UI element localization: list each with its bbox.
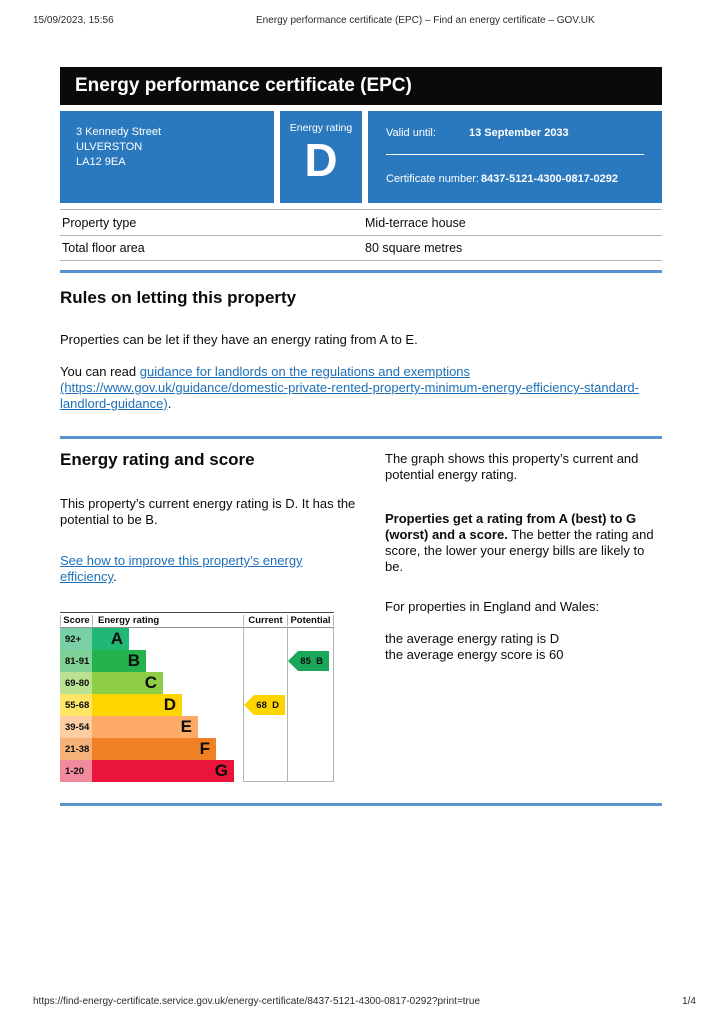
band-f-bar: F: [92, 738, 216, 760]
validity-divider: [386, 154, 644, 155]
average-rating-line: the average energy rating is D: [385, 631, 560, 646]
letting-rules-heading: Rules on letting this property: [60, 288, 297, 307]
epc-rating-graph: [60, 612, 334, 782]
band-row-e: [60, 716, 334, 738]
band-e-bar: E: [92, 716, 198, 738]
band-row-f: [60, 738, 334, 760]
current-cell-g: [243, 760, 287, 782]
certificate-number-row: [386, 173, 644, 185]
band-b-score: 81-91: [60, 650, 92, 672]
band-c-score: 69-80: [60, 672, 92, 694]
band-d-score: 55-68: [60, 694, 92, 716]
band-row-c: [60, 672, 334, 694]
valid-until-label: Valid until:: [386, 127, 436, 139]
potential-rating-value: 85 B: [298, 651, 329, 671]
improve-efficiency-suffix: .: [113, 569, 117, 584]
property-address: [60, 111, 274, 203]
rating-explanation-column: [385, 451, 665, 663]
energy-rating-cell: [280, 111, 362, 203]
footer-url: https://find-energy-certificate.service.gov.uk/energy-certificate/8437-5121-4300-0817-0292?print=true: [33, 996, 481, 1007]
current-cell-b: [243, 650, 287, 672]
property-facts-table: [60, 209, 662, 261]
current-rating-value: 68 D: [254, 695, 285, 715]
band-c-bar: C: [92, 672, 163, 694]
landlord-guidance-link[interactable]: guidance for landlords on the regulations and exemptions (https://www.gov.uk/guidance/domestic-private-rented-property-minimum-energy-efficiency-standard-landlord-guidance): [60, 364, 639, 411]
rating-scale-rest: The better the rating and score, the lower your energy bills are likely to be.: [385, 527, 654, 574]
rating-column-header: Energy rating: [92, 615, 243, 626]
property-type-value: Mid-terrace house: [365, 215, 466, 230]
current-rating-paragraph: This property’s current energy rating is D. It has the potential to be B.: [60, 496, 356, 527]
current-pointer-arrow-icon: [244, 695, 254, 715]
section-divider: [60, 803, 662, 806]
rating-scale-paragraph: [385, 511, 665, 575]
improve-efficiency-link[interactable]: See how to improve this property’s energy efficiency: [60, 553, 303, 584]
band-g-bar: G: [92, 760, 234, 782]
potential-cell-d: [287, 694, 334, 716]
energy-rating-label: Energy rating: [289, 122, 353, 134]
current-cell-a: [243, 628, 287, 650]
graph-explainer-paragraph: The graph shows this property’s current and potential energy rating.: [385, 451, 639, 482]
print-datetime: 15/09/2023, 15:56: [33, 15, 114, 26]
band-b-bar: B: [92, 650, 146, 672]
section-divider: [60, 270, 662, 273]
property-type-label: Property type: [62, 215, 137, 230]
improve-efficiency-paragraph: [60, 553, 360, 585]
floor-area-label: Total floor area: [62, 241, 145, 255]
table-row: [60, 235, 662, 261]
certificate-summary-panel: [60, 111, 662, 203]
floor-area-value: 80 square metres: [365, 241, 463, 255]
band-a-bar: A: [92, 628, 129, 650]
band-row-b: [60, 650, 334, 672]
band-d-bar: D: [92, 694, 182, 716]
england-wales-paragraph: For properties in England and Wales:: [385, 599, 600, 614]
address-line-3: LA12 9EA: [76, 156, 126, 168]
potential-column-header: Potential: [287, 615, 334, 626]
current-cell-e: [243, 716, 287, 738]
energy-rating-score-section: [60, 450, 360, 585]
potential-cell-b: [287, 650, 334, 672]
average-score-line: the average energy score is 60: [385, 647, 564, 662]
band-row-a: [60, 628, 334, 650]
energy-rating-score-heading: Energy rating and score: [60, 450, 255, 469]
valid-until-value: 13 September 2033: [469, 127, 569, 139]
band-row-g: [60, 760, 334, 782]
potential-cell-c: [287, 672, 334, 694]
section-divider: [60, 436, 662, 439]
energy-rating-value: D: [304, 134, 338, 186]
guidance-text-suffix: .: [167, 396, 172, 411]
letting-rules-guidance-paragraph: [60, 364, 660, 412]
letting-rules-paragraph: Properties can be let if they have an energy rating from A to E.: [60, 332, 418, 347]
certificate-number-value: 8437-5121-4300-0817-0292: [480, 173, 618, 185]
valid-until-row: [386, 127, 644, 139]
current-column-header: Current: [243, 615, 287, 626]
potential-cell-f: [287, 738, 334, 760]
guidance-text-prefix: You can read: [60, 364, 140, 379]
band-e-score: 39-54: [60, 716, 92, 738]
potential-rating-pointer: [288, 651, 329, 671]
address-line-2: ULVERSTON: [76, 141, 143, 153]
rating-scale-bold: Properties get a rating from A (best) to G (worst) and a score.: [385, 511, 637, 542]
potential-cell-e: [287, 716, 334, 738]
address-line-1: 3 Kennedy Street: [76, 126, 162, 138]
footer-page-indicator: 1/4: [682, 996, 696, 1007]
potential-pointer-arrow-icon: [288, 651, 298, 671]
print-document-title: Energy performance certificate (EPC) – Find an energy certificate – GOV.UK: [256, 15, 595, 26]
band-row-d: [60, 694, 334, 716]
band-a-score: 92+: [60, 628, 92, 650]
band-g-score: 1-20: [60, 760, 92, 782]
validity-cell: [368, 111, 662, 203]
letting-rules-section: [60, 288, 662, 412]
potential-cell-a: [287, 628, 334, 650]
average-values-paragraph: [385, 631, 665, 663]
current-cell-c: [243, 672, 287, 694]
table-row: [60, 209, 662, 235]
current-rating-pointer: [244, 695, 285, 715]
current-cell-f: [243, 738, 287, 760]
graph-header-row: [60, 612, 334, 628]
page-title-banner: [60, 67, 662, 105]
page-title: Energy performance certificate (EPC): [75, 75, 412, 96]
current-cell-d: [243, 694, 287, 716]
potential-cell-g: [287, 760, 334, 782]
score-column-header: Score: [60, 615, 92, 626]
certificate-number-label: Certificate number:: [386, 173, 479, 185]
band-f-score: 21-38: [60, 738, 92, 760]
